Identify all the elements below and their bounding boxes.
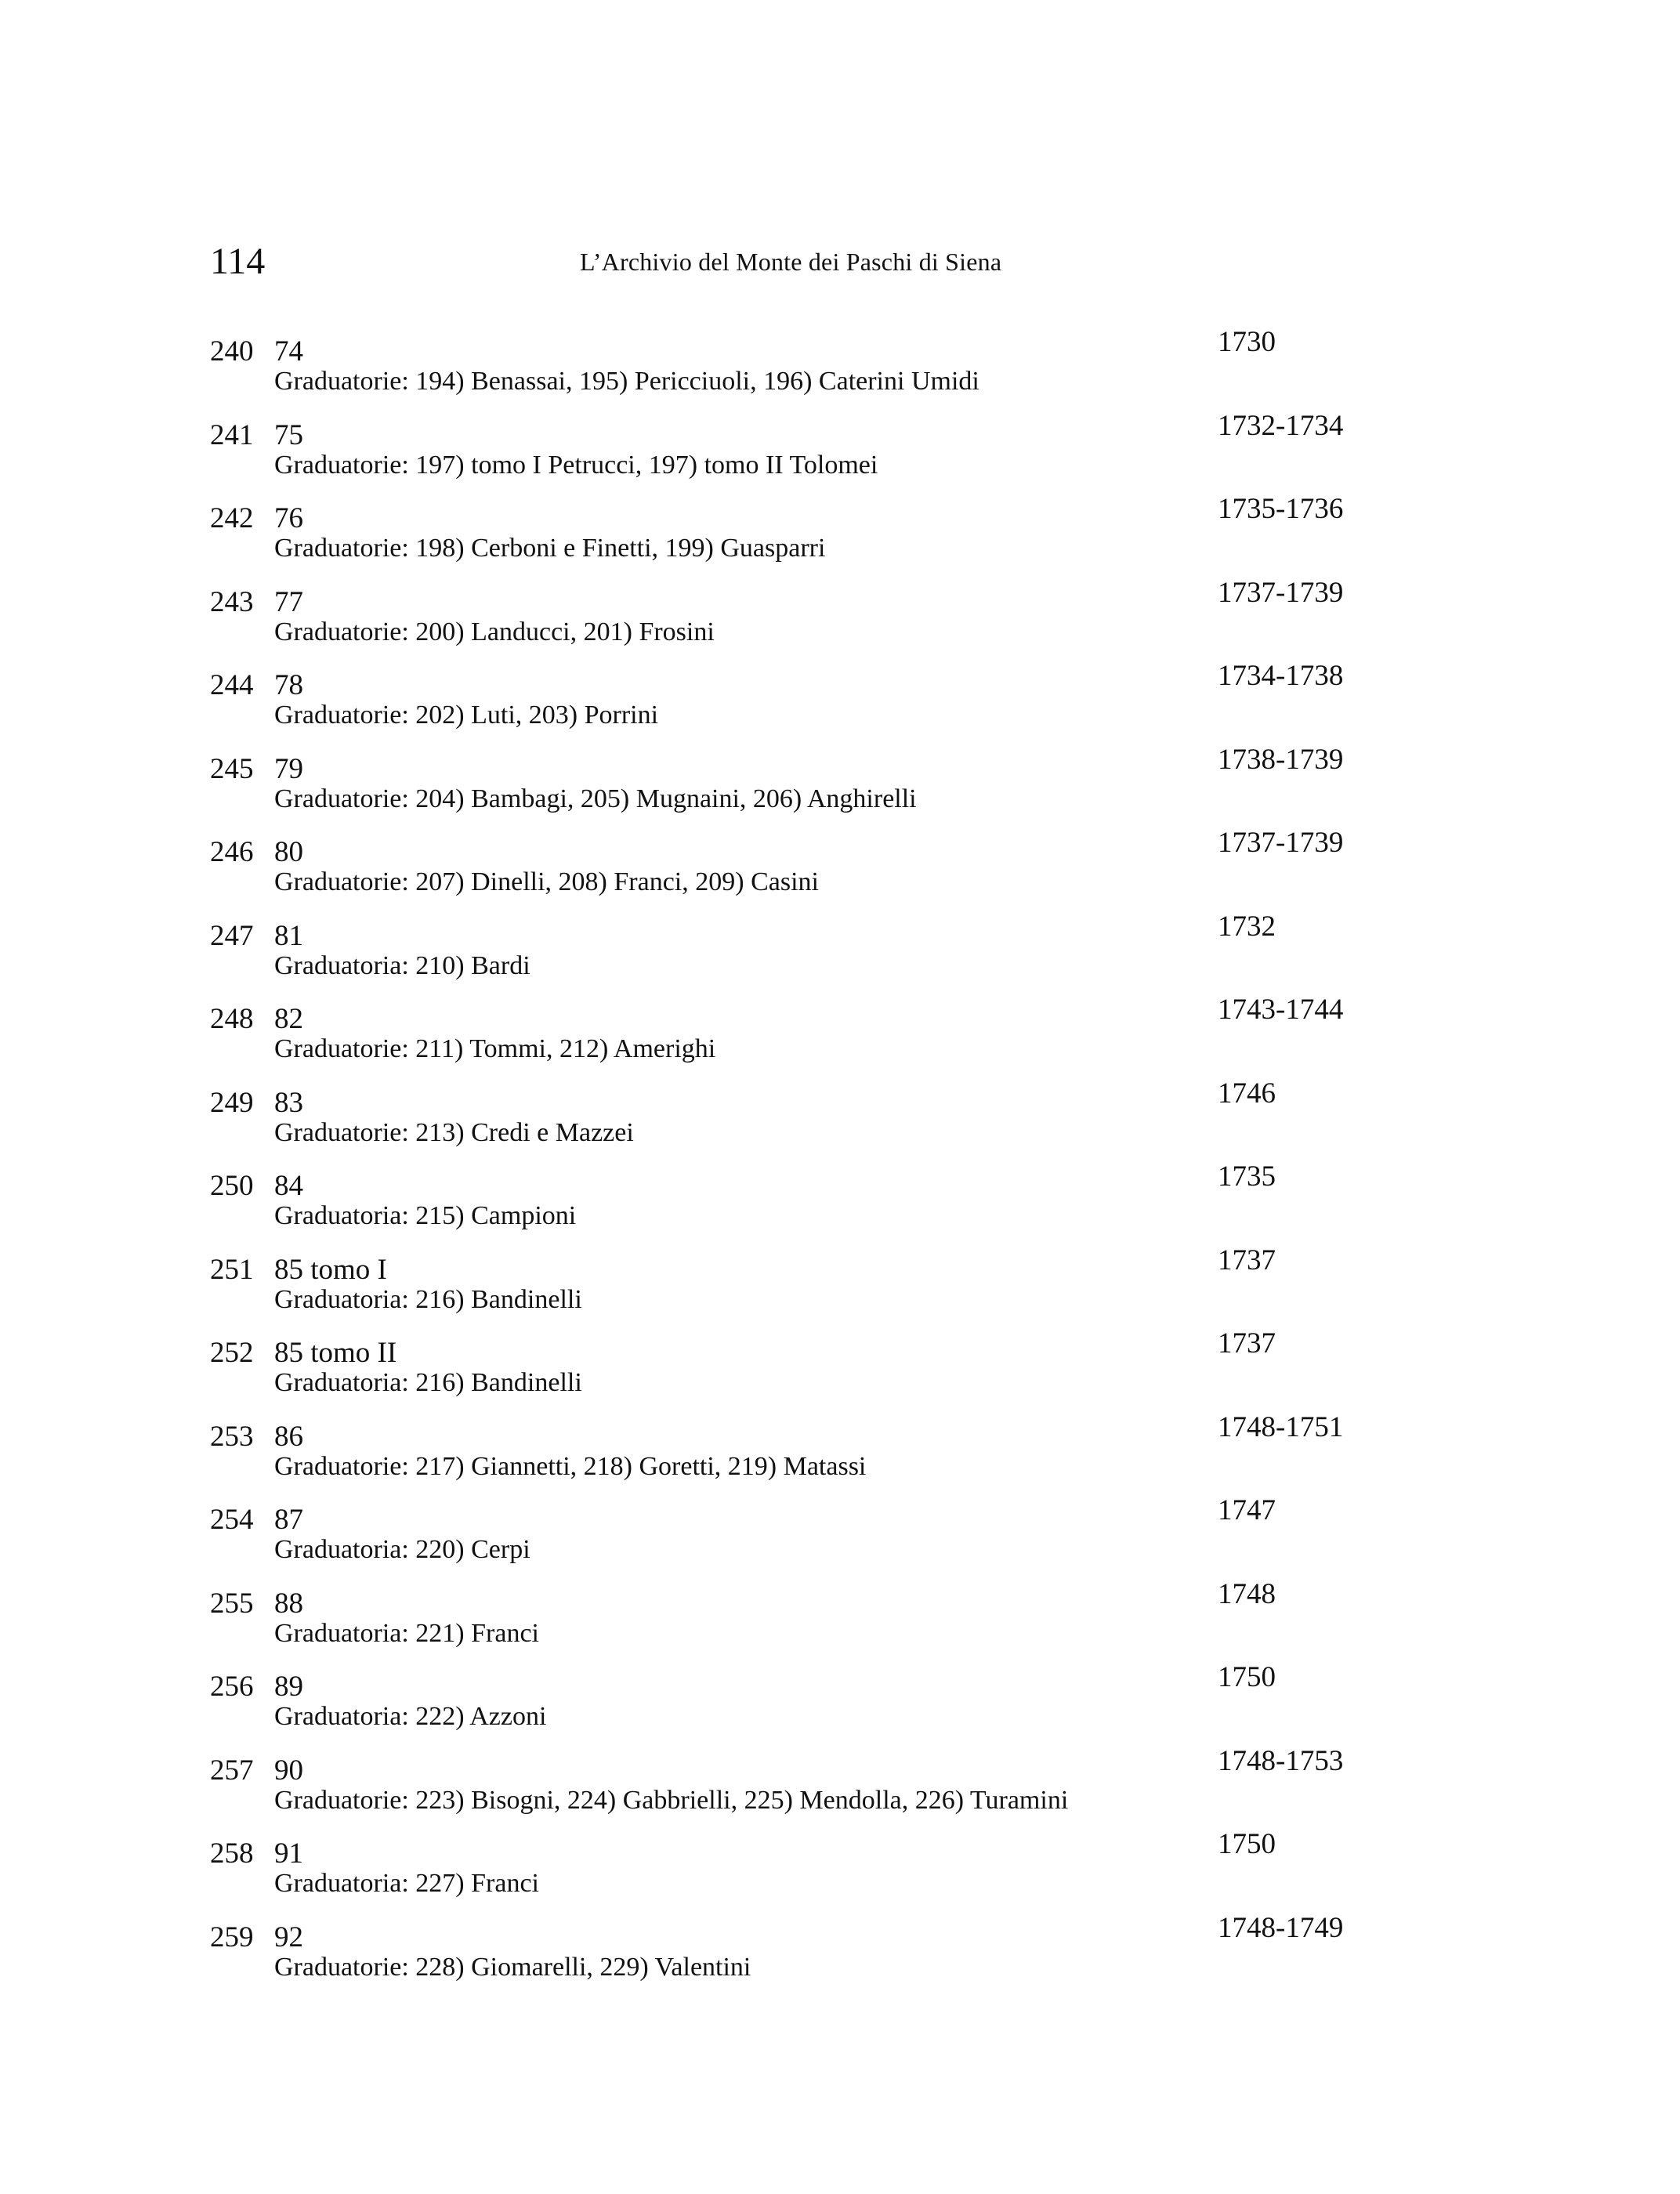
entry-date: 1748 [1218, 1577, 1276, 1610]
page-number: 114 [210, 241, 266, 282]
entry-number: 258 [210, 1837, 254, 1870]
entry-number: 245 [210, 752, 254, 785]
list-item [0, 661, 1680, 745]
list-item [0, 1162, 1680, 1246]
entry-volume: 89 [274, 1671, 303, 1703]
entry-description: Graduatorie: 202) Luti, 203) Porrini [274, 701, 659, 730]
entry-date: 1735-1736 [1218, 493, 1344, 525]
entry-date: 1732 [1218, 910, 1276, 943]
entry-description: Graduatoria: 215) Campioni [274, 1201, 577, 1230]
list-item [0, 745, 1680, 829]
list-item [0, 828, 1680, 912]
entry-description: Graduatorie: 207) Dinelli, 208) Franci, 209) Casini [274, 867, 819, 896]
list-item [0, 1913, 1680, 1997]
entry-description: Graduatorie: 213) Credi e Mazzei [274, 1117, 634, 1147]
entry-date: 1734-1738 [1218, 660, 1344, 692]
entry-date: 1737 [1218, 1244, 1276, 1276]
entry-description: Graduatorie: 211) Tommi, 212) Amerighi [274, 1034, 716, 1063]
entry-number: 248 [210, 1003, 254, 1035]
entry-date: 1737-1739 [1218, 827, 1344, 859]
entry-number: 240 [210, 335, 254, 367]
entry-number: 242 [210, 502, 254, 534]
entry-number: 259 [210, 1921, 254, 1953]
entry-number: 249 [210, 1086, 254, 1119]
list-item [0, 1830, 1680, 1913]
entry-number: 252 [210, 1337, 254, 1369]
entry-volume: 91 [274, 1837, 303, 1870]
entry-date: 1737 [1218, 1327, 1276, 1359]
entry-description: Graduatoria: 222) Azzoni [274, 1702, 547, 1731]
entry-description: Graduatoria: 227) Franci [274, 1869, 539, 1898]
entry-date: 1732-1734 [1218, 409, 1344, 442]
list-item [0, 1744, 1680, 1830]
list-item [0, 1079, 1680, 1163]
list-item [0, 1246, 1680, 1330]
entry-volume: 87 [274, 1504, 303, 1536]
entry-volume: 74 [274, 335, 303, 367]
entry-date: 1730 [1218, 326, 1276, 358]
entry-description: Graduatoria: 210) Bardi [274, 950, 530, 980]
entry-number: 255 [210, 1587, 254, 1620]
entry-volume: 80 [274, 836, 303, 868]
entry-description: Graduatorie: 194) Benassai, 195) Pericciuoli, 196) Caterini Umidi [274, 367, 979, 396]
entry-volume: 85 tomo II [274, 1337, 397, 1369]
entry-date: 1735 [1218, 1160, 1276, 1193]
entry-volume: 84 [274, 1170, 303, 1202]
entry-volume: 75 [274, 418, 303, 451]
entry-volume: 92 [274, 1921, 303, 1953]
entry-description: Graduatorie: 200) Landucci, 201) Frosini [274, 617, 715, 646]
list-item [0, 912, 1680, 996]
entry-number: 257 [210, 1754, 254, 1787]
inventory-list [0, 328, 1680, 1997]
entry-date: 1747 [1218, 1494, 1276, 1526]
list-item [0, 494, 1680, 578]
entry-volume: 76 [274, 502, 303, 534]
entry-volume: 77 [274, 585, 303, 618]
list-item [0, 1577, 1680, 1664]
entry-description: Graduatoria: 220) Cerpi [274, 1535, 530, 1564]
list-item [0, 1663, 1680, 1747]
entry-volume: 85 tomo I [274, 1253, 387, 1286]
entry-number: 250 [210, 1170, 254, 1202]
entry-volume: 81 [274, 919, 303, 952]
entry-description: Graduatoria: 221) Franci [274, 1618, 539, 1648]
entry-volume: 78 [274, 669, 303, 701]
entry-date: 1748-1753 [1218, 1744, 1344, 1777]
entry-description: Graduatorie: 197) tomo I Petrucci, 197) tomo II Tolomei [274, 450, 878, 480]
entry-date: 1738-1739 [1218, 743, 1344, 776]
list-item [0, 328, 1680, 411]
entry-volume: 82 [274, 1003, 303, 1035]
list-item [0, 995, 1680, 1079]
entry-date: 1737-1739 [1218, 576, 1344, 609]
entry-number: 256 [210, 1671, 254, 1703]
entry-date: 1748-1751 [1218, 1410, 1344, 1443]
entry-number: 254 [210, 1504, 254, 1536]
entry-volume: 79 [274, 752, 303, 785]
entry-date: 1750 [1218, 1661, 1276, 1693]
entry-number: 251 [210, 1253, 254, 1286]
list-item [0, 1496, 1680, 1580]
entry-number: 243 [210, 585, 254, 618]
entry-description: Graduatoria: 216) Bandinelli [274, 1368, 582, 1397]
entry-description: Graduatorie: 204) Bambagi, 205) Mugnaini, 206) Anghirelli [274, 784, 917, 813]
running-title: L’Archivio del Monte dei Paschi di Siena [580, 248, 1002, 276]
entry-description: Graduatorie: 217) Giannetti, 218) Goretti, 219) Matassi [274, 1451, 867, 1481]
list-item [0, 411, 1680, 495]
list-item [0, 1329, 1680, 1413]
entry-volume: 88 [274, 1587, 303, 1620]
entry-description: Graduatorie: 228) Giomarelli, 229) Valentini [274, 1952, 751, 1982]
entry-date: 1746 [1218, 1077, 1276, 1110]
entry-date: 1750 [1218, 1828, 1276, 1860]
entry-number: 241 [210, 418, 254, 451]
entry-number: 253 [210, 1420, 254, 1453]
entry-number: 244 [210, 669, 254, 701]
entry-date: 1743-1744 [1218, 994, 1344, 1026]
entry-volume: 90 [274, 1754, 303, 1787]
entry-description: Graduatorie: 223) Bisogni, 224) Gabbrielli, 225) Mendolla, 226) Turamini [274, 1785, 1069, 1815]
list-item [0, 578, 1680, 662]
entry-volume: 86 [274, 1420, 303, 1453]
entry-volume: 83 [274, 1086, 303, 1119]
entry-description: Graduatorie: 198) Cerboni e Finetti, 199) Guasparri [274, 534, 826, 563]
entry-date: 1748-1749 [1218, 1911, 1344, 1944]
entry-number: 247 [210, 919, 254, 952]
list-item [0, 1410, 1680, 1497]
entry-number: 246 [210, 836, 254, 868]
entry-description: Graduatoria: 216) Bandinelli [274, 1284, 582, 1314]
